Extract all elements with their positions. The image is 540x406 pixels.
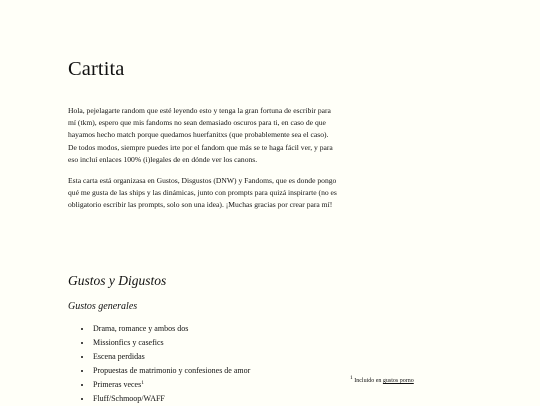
footnote-marker: 1 — [141, 380, 144, 386]
list-item-text: Propuestas de matrimonio y confesiones de amor — [93, 366, 251, 375]
list-item-text: Drama, romance y ambos dos — [93, 324, 189, 333]
list-item — [92, 392, 250, 406]
list-item — [92, 350, 250, 364]
intro-paragraph: Esta carta está organizasa en Gustos, Disgustos (DNW) y Fandoms, que es donde pongo qué me gusta de las ships y las dinámicas, junto con prompts para quizá inspirarte (no es obligatorio escribir las prompts, solo son una idea). ¡Muchas gracias por crear para mí! — [68, 175, 337, 209]
page-title: Cartita — [68, 58, 125, 80]
list-item-text: Fluff/Schmoop/WAFF — [93, 394, 165, 403]
subsection-title: Gustos generales — [68, 301, 138, 312]
list-item — [92, 364, 250, 378]
sidenote — [350, 377, 414, 385]
list-item-text: Missionfics y casefics — [93, 338, 164, 347]
section-title: Gustos y Digustos — [68, 273, 167, 288]
intro-text — [68, 105, 338, 220]
sidenote-link[interactable]: gustos porno — [382, 378, 414, 384]
list-item-text: Escena perdidas — [93, 352, 145, 361]
list-item — [92, 336, 250, 350]
sidenote-marker: 1 — [350, 375, 353, 381]
list-item — [92, 378, 250, 392]
list-item-text: Primeras veces — [93, 380, 142, 389]
intro-paragraph: Hola, pejelagarte random que esté leyendo esto y tenga la gran fortuna de escribir para mí (tkm), espero que mis fandoms no sean demasiado oscuros para ti, en caso de que hayamos hecho match porque quedamos huerfanitxs (que probablemente sea el caso). De todos modos, siempre puedes irte por el fandom que más se te haga fácil ver, y para eso incluí enlaces 100% (i)legales de en dónde ver los canons. — [68, 106, 333, 164]
sidenote-text: Incluido en — [354, 378, 383, 384]
list-item — [92, 322, 250, 336]
likes-list — [80, 322, 250, 406]
